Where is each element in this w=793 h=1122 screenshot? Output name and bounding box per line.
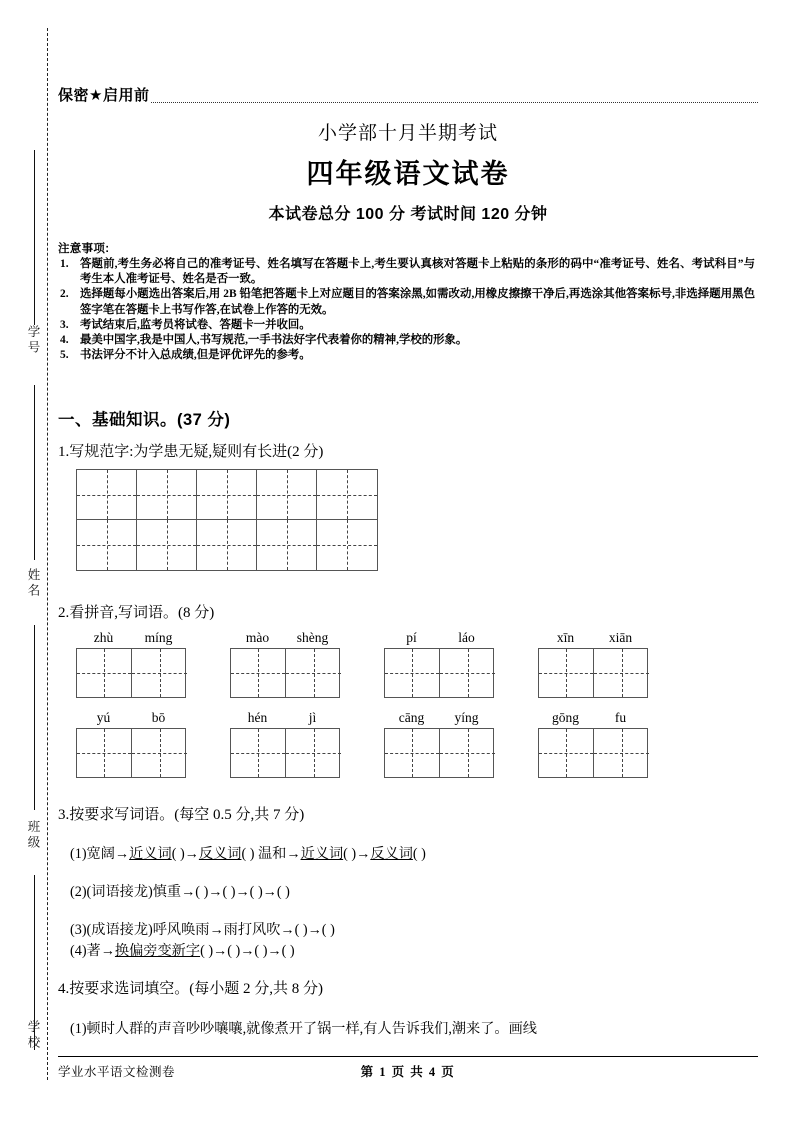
seal-solid-segment-2	[34, 385, 35, 560]
pinyin-row	[230, 710, 340, 726]
question-3-item-4[interactable]	[70, 940, 295, 960]
footer-page-number: 第 1 页 共 4 页	[360, 1065, 456, 1079]
pinyin-group	[384, 710, 494, 778]
writing-grid-q1[interactable]	[76, 469, 378, 571]
notice-title: 注意事项:	[58, 243, 110, 255]
notice-item	[58, 318, 755, 333]
pinyin-syllable: yú	[96, 710, 111, 725]
notice-item	[58, 348, 755, 363]
q3-item-1-text: (1)宽阔→近义词( )→反义词( ) 温和→近义词( )→反义词( )	[70, 846, 426, 862]
pinyin-group	[384, 630, 494, 698]
answer-grid[interactable]	[230, 728, 340, 778]
notice-item	[58, 257, 755, 287]
grid-cell[interactable]	[132, 649, 187, 697]
pinyin-row	[230, 630, 340, 646]
pinyin-syllable: xiān	[608, 630, 633, 645]
grid-cell[interactable]	[286, 729, 341, 777]
pinyin-syllable: hén	[247, 710, 268, 725]
pinyin-group	[76, 710, 186, 778]
margin-label-school: 学校	[26, 1020, 40, 1051]
question-4-item-1[interactable]	[70, 1018, 537, 1038]
question-3-item-3[interactable]	[70, 919, 335, 939]
answer-grid[interactable]	[76, 728, 186, 778]
exam-score-line: 本试卷总分 100 分 考试时间 120 分钟	[268, 206, 548, 223]
notice-item-number: 3.	[60, 318, 69, 331]
pinyin-row	[384, 630, 494, 646]
grid-cell[interactable]	[257, 520, 317, 570]
pinyin-group	[76, 630, 186, 698]
pinyin-syllable: yíng	[454, 710, 479, 725]
grid-cell[interactable]	[77, 470, 137, 520]
grid-cell[interactable]	[231, 649, 286, 697]
grid-cell[interactable]	[317, 470, 377, 520]
answer-grid[interactable]	[230, 648, 340, 698]
grid-cell[interactable]	[286, 649, 341, 697]
pinyin-syllable: bō	[151, 710, 166, 725]
pinyin-syllable: zhù	[93, 630, 114, 645]
pinyin-syllable: fu	[614, 710, 627, 725]
pinyin-syllable: jì	[308, 710, 317, 725]
answer-grid[interactable]	[538, 648, 648, 698]
notice-block	[58, 240, 755, 363]
pinyin-syllable: shèng	[296, 630, 329, 645]
grid-cell[interactable]	[594, 729, 649, 777]
grid-cell[interactable]	[197, 470, 257, 520]
grid-cell[interactable]	[231, 729, 286, 777]
pinyin-row	[538, 710, 648, 726]
pinyin-row	[538, 630, 648, 646]
notice-item-number: 5.	[60, 349, 69, 362]
grid-cell[interactable]	[539, 729, 594, 777]
notice-item-text: 答题前,考生务必将自己的准考证号、姓名填写在答题卡上,考生要认真核对答题卡上粘贴的条形的码中“准考证号、姓名、考试科目”与考生本人准考证号、姓名是否一致。	[80, 258, 755, 286]
notice-item-text: 选择题每小题选出答案后,用 2B 铅笔把答题卡上对应题目的答案涂黑,如需改动,用橡皮擦擦干净后,再选涂其他答案标号,非选择题用黑色签字笔在答题卡上书写作答,在试卷上作答的无效。	[80, 288, 755, 316]
pinyin-group	[538, 630, 648, 698]
answer-grid[interactable]	[384, 648, 494, 698]
question-2-prompt: 2.看拼音,写词语。(8 分)	[58, 605, 215, 621]
question-4-prompt: 4.按要求选词填空。(每小题 2 分,共 8 分)	[58, 981, 323, 997]
pinyin-syllable: xīn	[556, 630, 575, 645]
grid-cell[interactable]	[77, 729, 132, 777]
notice-item	[58, 287, 755, 317]
confidential-label: 保密★启用前	[58, 87, 150, 104]
pinyin-row	[384, 710, 494, 726]
pinyin-group	[230, 630, 340, 698]
answer-grid[interactable]	[76, 648, 186, 698]
notice-item-text: 考试结束后,监考员将试卷、答题卡一并收回。	[80, 318, 311, 331]
grid-cell[interactable]	[440, 649, 495, 697]
grid-cell[interactable]	[257, 470, 317, 520]
grid-cell[interactable]	[137, 520, 197, 570]
notice-item-text: 最美中国字,我是中国人,书写规范,一手书法好字代表着你的精神,学校的形象。	[80, 334, 468, 347]
grid-cell[interactable]	[77, 649, 132, 697]
margin-label-student-id: 学号	[26, 325, 40, 356]
grid-cell[interactable]	[539, 649, 594, 697]
section-heading-basics: 一、基础知识。(37 分)	[58, 411, 231, 429]
page-title: 四年级语文试卷	[306, 159, 510, 189]
q3-item-3-text: (3)(成语接龙)呼风唤雨→雨打风吹→( )→( )	[70, 922, 335, 938]
confidential-dotted-rule	[151, 102, 758, 103]
answer-grid[interactable]	[384, 728, 494, 778]
q3-item-4-text: (4)著→换偏旁变新字( )→( )→( )→( )	[70, 943, 295, 959]
pinyin-syllable: pí	[406, 630, 417, 645]
margin-label-name: 姓名	[26, 568, 40, 599]
pinyin-syllable: láo	[458, 630, 475, 645]
seal-dashed-line	[47, 28, 48, 1080]
notice-item-number: 4.	[60, 334, 69, 347]
grid-cell[interactable]	[440, 729, 495, 777]
question-3-item-2[interactable]	[70, 881, 290, 901]
question-3-prompt: 3.按要求写词语。(每空 0.5 分,共 7 分)	[58, 807, 305, 823]
grid-cell[interactable]	[317, 520, 377, 570]
pinyin-group	[538, 710, 648, 778]
question-1-prompt: 1.写规范字:为学患无疑,疑则有长进(2 分)	[58, 444, 324, 460]
grid-cell[interactable]	[197, 520, 257, 570]
grid-cell[interactable]	[132, 729, 187, 777]
grid-cell[interactable]	[385, 729, 440, 777]
question-3-item-1[interactable]	[70, 843, 426, 863]
grid-cell[interactable]	[137, 470, 197, 520]
answer-grid[interactable]	[538, 728, 648, 778]
footer-divider	[58, 1056, 758, 1057]
seal-solid-segment-1	[34, 150, 35, 325]
grid-cell[interactable]	[77, 520, 137, 570]
pinyin-syllable: mào	[245, 630, 270, 645]
pinyin-row	[76, 710, 186, 726]
notice-item-number: 1.	[60, 258, 69, 270]
pinyin-syllable: gōng	[552, 710, 579, 725]
notice-item	[58, 333, 755, 348]
margin-label-class: 班级	[26, 820, 40, 851]
pinyin-group	[230, 710, 340, 778]
grid-cell[interactable]	[594, 649, 649, 697]
q3-item-2-text: (2)(词语接龙)慎重→( )→( )→( )→( )	[70, 884, 290, 900]
page-content	[58, 0, 758, 1122]
pinyin-row	[76, 630, 186, 646]
q4-item-1-text: (1)顿时人群的声音吵吵嚷嚷,就像煮开了锅一样,有人告诉我们,潮来了。画线	[70, 1021, 537, 1037]
pinyin-syllable: cāng	[398, 710, 425, 725]
seal-solid-segment-3	[34, 625, 35, 810]
exam-subtitle: 小学部十月半期考试	[317, 123, 498, 144]
notice-item-number: 2.	[60, 288, 69, 301]
notice-item-text: 书法评分不计入总成绩,但是评优评先的参考。	[80, 349, 311, 362]
pinyin-syllable: míng	[144, 630, 173, 645]
grid-cell[interactable]	[385, 649, 440, 697]
footer-left-label: 学业水平语文检测卷	[58, 1065, 176, 1079]
confidential-row	[58, 84, 758, 106]
